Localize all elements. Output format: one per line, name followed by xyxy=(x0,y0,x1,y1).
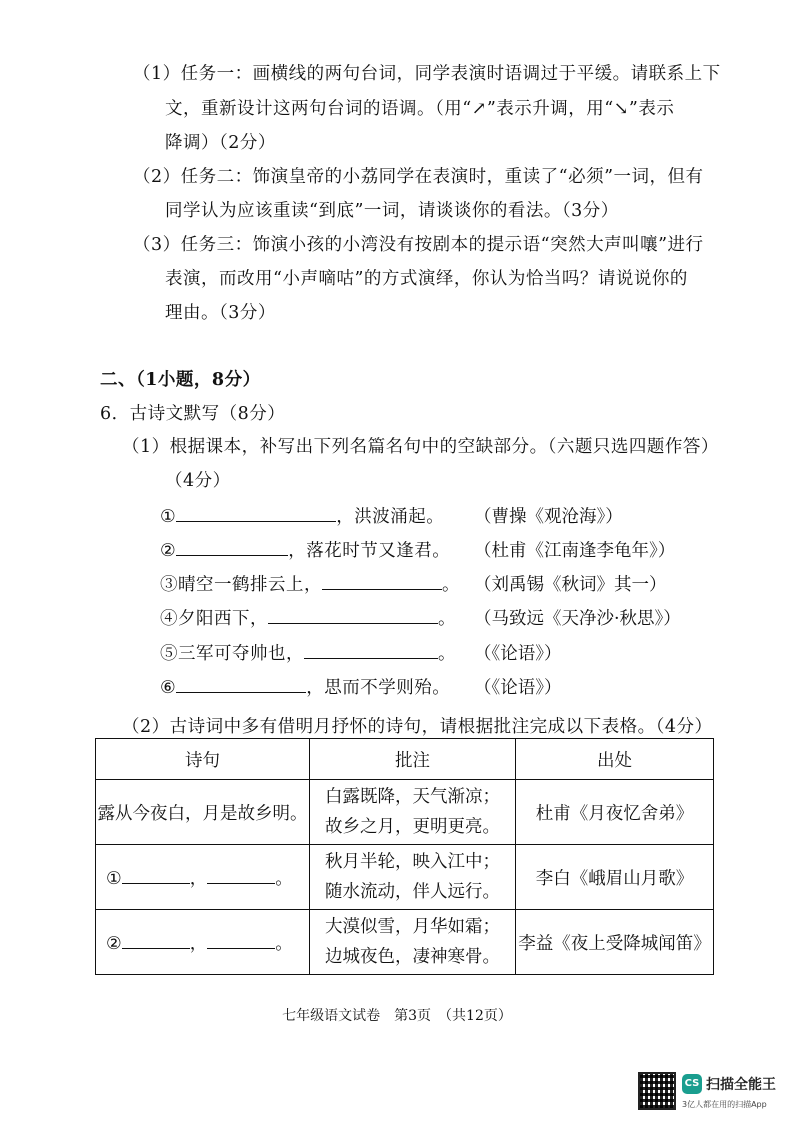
answer-blank[interactable] xyxy=(176,541,288,556)
task1-line2: 文，重新设计这两句台词的语调。（用“↗”表示升调，用“↘”表示 xyxy=(165,99,675,119)
camscanner-logo: CS xyxy=(682,1074,702,1094)
fill-item-6-source: （《论语》） xyxy=(474,678,562,698)
answer-blank[interactable] xyxy=(176,507,336,522)
poem-cell: 露从今夜白，月是故乡明。 xyxy=(96,780,310,845)
answer-blank[interactable] xyxy=(268,609,438,624)
section2-heading: 二、（1小题，8分） xyxy=(100,370,261,390)
task3-line1: （3）任务三：饰演小孩的小湾没有按剧本的提示语“突然大声叫嚷”进行 xyxy=(133,235,704,255)
header-poem: 诗句 xyxy=(96,739,310,780)
part2-line: （2）古诗词中多有借明月抒怀的诗句，请根据批注完成以下表格。（4分） xyxy=(122,717,713,737)
header-source: 出处 xyxy=(516,739,714,780)
fill-item-5: ⑤三军可夺帅也， 。 xyxy=(160,644,456,664)
note-cell: 秋月半轮，映入江中； 随水流动，伴人远行。 xyxy=(310,845,516,910)
question6-title: 6．古诗文默写（8分） xyxy=(100,404,286,424)
fill-item-2: ② ，落花时节又逢君。 xyxy=(160,541,451,561)
source-cell: 李白《峨眉山月歌》 xyxy=(516,845,714,910)
answer-blank[interactable] xyxy=(322,575,442,590)
source-cell: 李益《夜上受降城闻笛》 xyxy=(516,910,714,975)
poem-cell: ② ， 。 xyxy=(96,910,310,975)
table-row xyxy=(96,780,714,845)
note-cell: 白露既降，天气渐凉； 故乡之月，更明更亮。 xyxy=(310,780,516,845)
task3-line2: 表演，而改用“小声嘀咕”的方式演绎，你认为恰当吗？请说说你的 xyxy=(165,269,688,289)
task2-line2: 同学认为应该重读“到底”一词，请谈谈你的看法。（3分） xyxy=(165,201,619,221)
answer-blank[interactable] xyxy=(207,934,275,949)
source-cell: 杜甫《月夜忆舍弟》 xyxy=(516,780,714,845)
camscanner-name: 扫描全能王 xyxy=(706,1077,776,1093)
answer-blank[interactable] xyxy=(304,644,438,659)
fill-item-6: ⑥ ，思而不学则殆。 xyxy=(160,678,451,698)
note-cell: 大漠似雪，月华如霜； 边城夜色，凄神寒骨。 xyxy=(310,910,516,975)
task3-line3: 理由。（3分） xyxy=(165,303,276,323)
part1-line2: （4分） xyxy=(165,471,231,491)
fill-item-1-source: （曹操《观沧海》） xyxy=(474,507,623,527)
page-footer: 七年级语文试卷 第3页 （共12页） xyxy=(282,1008,512,1024)
table-row xyxy=(96,845,714,910)
task1-line3: 降调）（2分） xyxy=(165,133,276,153)
fill-item-3: ③晴空一鹤排云上， 。 xyxy=(160,575,460,595)
camscanner-tagline: 3亿人都在用的扫描App xyxy=(682,1100,767,1109)
poem-table xyxy=(95,738,714,975)
table-header-row xyxy=(96,739,714,780)
fill-item-3-source: （刘禹锡《秋词》其一） xyxy=(474,575,667,595)
answer-blank[interactable] xyxy=(122,934,190,949)
table-row xyxy=(96,910,714,975)
fill-item-2-source: （杜甫《江南逢李龟年》） xyxy=(474,541,676,561)
part1-line1: （1）根据课本，补写出下列名篇名句中的空缺部分。（六题只选四题作答） xyxy=(122,437,719,457)
qr-code-icon xyxy=(638,1072,676,1110)
task1-line1: （1）任务一：画横线的两句台词，同学表演时语调过于平缓。请联系上下 xyxy=(133,64,721,84)
answer-blank[interactable] xyxy=(176,678,306,693)
poem-cell: ① ， 。 xyxy=(96,845,310,910)
fill-item-5-source: （《论语》） xyxy=(474,644,562,664)
fill-item-4: ④夕阳西下， 。 xyxy=(160,609,456,629)
answer-blank[interactable] xyxy=(122,869,190,884)
answer-blank[interactable] xyxy=(207,869,275,884)
header-note: 批注 xyxy=(310,739,516,780)
fill-item-4-source: （马致远《天净沙·秋思》） xyxy=(474,609,681,629)
task2-line1: （2）任务二：饰演皇帝的小荔同学在表演时，重读了“必须”一词，但有 xyxy=(133,167,704,187)
fill-item-1: ① ，洪波涌起。 xyxy=(160,507,445,527)
